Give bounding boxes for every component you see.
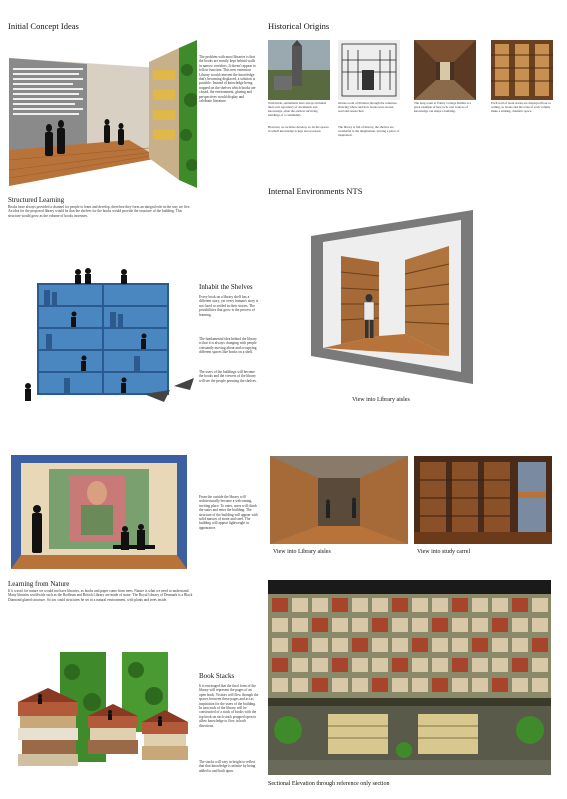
facade-panel — [372, 658, 388, 672]
history-caption-2: Ornate room of libraries through the centuries, showing where and how books were stored, read and researched. — [338, 101, 398, 113]
facade-panel — [512, 638, 528, 652]
facade-panel — [332, 678, 348, 692]
facade-panel — [412, 638, 428, 652]
facade-panel — [372, 618, 388, 632]
facade-panel — [492, 618, 508, 632]
facade-panel — [392, 618, 408, 632]
book-stacks-title: Book Stacks — [199, 672, 235, 680]
sectional-elevation-caption: Sectional Elevation through reference only section — [268, 781, 390, 787]
facade-panel — [332, 618, 348, 632]
facade-panel — [492, 598, 508, 612]
facade-panel — [292, 618, 308, 632]
book-stacks-text-2: The stacks will vary in height to reflect that that knowledge is infinite by being added to and built upon. — [199, 760, 256, 773]
facade-panel — [452, 678, 468, 692]
facade-panel — [392, 638, 408, 652]
aisle-render-small — [270, 456, 408, 544]
facade-panel — [412, 678, 428, 692]
facade-panel — [472, 658, 488, 672]
facade-panel — [512, 618, 528, 632]
facade-panel — [332, 658, 348, 672]
aisle-render-main — [301, 206, 483, 388]
inhabit-shelves-text-3: The users of the buildings will become the books and the viewers of the library will see the people perusing the shelves. — [199, 370, 257, 383]
inhabit-shelves-text-1: Every book on a library shelf has a different story, yet every human's story is not fixed or settled in their stories. The possibilities that grow is the process of learning. — [199, 295, 259, 317]
learning-nature-render — [9, 453, 189, 571]
facade-panel — [272, 678, 288, 692]
inhabit-shelves-illustration — [24, 266, 194, 410]
facade-panel — [432, 678, 448, 692]
structured-learning-title: Structured Learning — [8, 196, 65, 204]
facade-panel — [312, 658, 328, 672]
facade-panel — [292, 598, 308, 612]
facade-panel — [472, 678, 488, 692]
structured-learning-text: Books have always provided a channel for people to learn and develop, therefore they form an integral role in the way we live. An idea for the proposed library would be that the shelves for the books would provide the structure of the building. This structure would grow as the volume of books increases. — [8, 205, 191, 218]
facade-panel — [392, 678, 408, 692]
concept-side-text: The problem with most libraries is that the books are mostly kept behind walls in narrow corridors. It doesn't appear to follow function. This new extension Library would reinvent the knowledge that's becoming displaced, a solution is possible. Instead of knowledge being trapped on the shelves which books are closed, the environment, glazing and perspectives would display and celebrate literature. — [199, 55, 256, 104]
facade-panel — [452, 638, 468, 652]
facade-panel — [532, 598, 548, 612]
facade-panel — [452, 618, 468, 632]
facade-panel — [472, 638, 488, 652]
facade-panel — [512, 598, 528, 612]
facade-panel — [512, 658, 528, 672]
facade-panel — [292, 678, 308, 692]
learning-nature-title: Learning from Nature — [8, 580, 70, 588]
history-photo-tower — [268, 40, 330, 100]
history-photo-long-room — [414, 40, 476, 100]
facade-panel — [372, 598, 388, 612]
initial-concept-title: Initial Concept Ideas — [8, 21, 79, 31]
facade-panel — [292, 658, 308, 672]
facade-panel — [412, 598, 428, 612]
sectional-elevation-render — [268, 580, 551, 775]
learning-nature-side-text: From the outside the library will architecturally become a welcoming, inviting place. To enter, users will climb the stairs and enter the building. The structure of the building will appear with solid masses of stone and steel. The building will appear lightweight in appearance. — [199, 495, 258, 530]
internal-environments-title: Internal Environments NTS — [268, 186, 363, 196]
facade-panel — [432, 618, 448, 632]
facade-panel — [312, 678, 328, 692]
facade-panel — [432, 598, 448, 612]
facade-panel — [532, 658, 548, 672]
history-caption-3: The long room at Trinity College Dublin is a great example of how rich, vast sources of knowledge can shape a building. — [414, 101, 472, 113]
inhabit-shelves-text-2: The fundamental idea behind the library is that it is always changing with people constantly moving about and occupying different spaces like books on a shelf. — [199, 337, 257, 355]
facade-panel — [352, 658, 368, 672]
facade-panel — [492, 658, 508, 672]
history-caption-lower-1: However, as societies develop, so do the spaces in which knowledge is kept and accessed. — [268, 125, 329, 133]
facade-panel — [412, 658, 428, 672]
facade-panel — [352, 678, 368, 692]
concept-corridor-render — [9, 40, 197, 188]
inhabit-shelves-title: Inhabit the Shelves — [199, 283, 253, 291]
facade-panel — [312, 598, 328, 612]
history-caption-lower-2: The library is full of history, the shelves are wonderful to the imagination, leaving a place of inspiration. — [338, 125, 400, 137]
historical-origins-title: Historical Origins — [268, 21, 330, 31]
facade-panel — [312, 638, 328, 652]
facade-panel — [272, 638, 288, 652]
facade-panel — [492, 678, 508, 692]
facade-panel — [412, 618, 428, 632]
facade-panel — [272, 598, 288, 612]
facade-panel — [352, 618, 368, 632]
facade-panel — [532, 618, 548, 632]
facade-panel — [392, 598, 408, 612]
facade-panel — [272, 658, 288, 672]
facade-panel — [512, 678, 528, 692]
facade-panel — [392, 658, 408, 672]
history-photo-book-wall — [491, 40, 553, 100]
history-caption-1: Worldwide, settlements have always included their own repository of documents and knowledge, often the earliest surviving buildings of a community. — [268, 101, 327, 117]
history-photo-etching — [338, 40, 400, 100]
carrel-caption-right: View into study carrel — [417, 549, 471, 555]
facade-panel — [312, 618, 328, 632]
study-carrel-render — [414, 456, 552, 544]
facade-panel — [372, 678, 388, 692]
facade-panel — [492, 638, 508, 652]
facade-panel — [532, 678, 548, 692]
facade-panel — [352, 638, 368, 652]
history-caption-4: Each wall of book stacks are displayed floor to ceiling, so books and the scale of each volume make a striking, dramatic space. — [491, 101, 551, 113]
aisle-caption-main: View into Library aisles — [352, 397, 410, 403]
facade-panel — [472, 598, 488, 612]
facade-panel — [452, 658, 468, 672]
book-stacks-text-1: It is envisaged that the final form of the library will represent the pages of an open book. Visitors will flow through the spaces between these pages and act as inspiration for the users of the building. In turn each of the library will be constructed of a stack of books with the top book on each stack propped open to allow knowledge to flow in both directions. — [199, 684, 259, 728]
facade-panel — [332, 638, 348, 652]
facade-panel — [532, 638, 548, 652]
facade-panel — [452, 598, 468, 612]
facade-panel — [352, 598, 368, 612]
facade-panel — [272, 618, 288, 632]
facade-panel — [472, 618, 488, 632]
facade-panel — [372, 638, 388, 652]
learning-nature-text: If it wasn't for nature we would not have libraries, as books and paper come from trees. Nature is what we need to understand. Many libraries worldwide such as the Bodleian and British Library are made of stone. The Royal Library of Denmark is a Black Diamond glazed structure. So too could structures be set in a natural environment, with plants and trees inside. — [8, 589, 193, 602]
facade-panel — [432, 638, 448, 652]
facade-panel — [332, 598, 348, 612]
facade-panel — [432, 658, 448, 672]
facade-panel — [292, 638, 308, 652]
aisle-caption-left: View into Library aisles — [273, 549, 331, 555]
book-stacks-collage — [10, 652, 193, 770]
